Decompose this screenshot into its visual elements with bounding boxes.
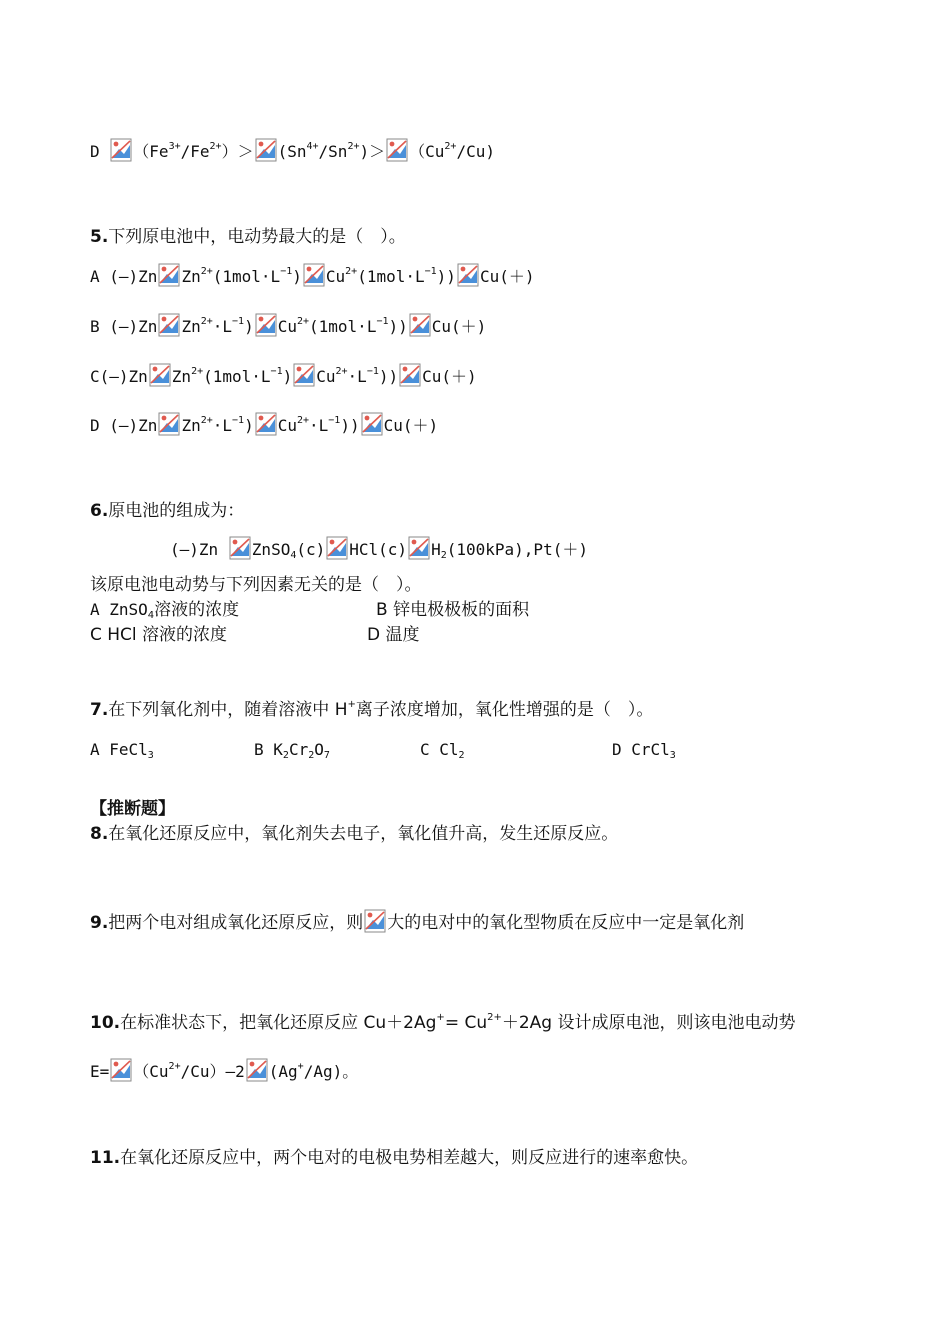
q6-question: 该原电池电动势与下列因素无关的是（ ）。	[90, 575, 422, 595]
q10-line2: E= $(Cu^{2+}/Cu)—2$ (Ag+/Ag)。	[90, 1058, 358, 1084]
broken-image-icon	[408, 536, 430, 560]
q7-option-b: B $K_2Cr_2O_7$	[254, 740, 330, 761]
q6-option-c: C HCl 溶液的浓度	[90, 625, 228, 645]
q5-option-d: D (—)Zn $Zn^{2+}\cdot L^{-1}$) $Cu^{2+}\cdot L^{-1}$)) Cu(＋)	[90, 412, 438, 438]
q5-option-c: C(—)Zn $Zn^{2+}(1mol\cdot L^{-1})$ $Cu^{2+}\cdot L^{-1}$)) Cu(＋)	[90, 363, 477, 389]
q7-stem: 7.在下列氧化剂中，随着溶液中 H+离子浓度增加，氧化性增强的是（ ）。	[90, 699, 654, 720]
section-title: 【推断题】	[90, 799, 175, 819]
q6-option-d: D 温度	[367, 625, 420, 645]
broken-image-icon	[293, 363, 315, 387]
broken-image-icon	[409, 313, 431, 337]
broken-image-icon	[110, 1058, 132, 1082]
broken-image-icon	[457, 263, 479, 287]
broken-image-icon	[229, 536, 251, 560]
q5-option-b: B (—)Zn $Zn^{2+}\cdot L^{-1}$) $Cu^{2+}(1mol\cdot L^{-1})$) Cu(＋)	[90, 313, 486, 339]
broken-image-icon	[246, 1058, 268, 1082]
q5-option-a: A (—)Zn $Zn^{2+}(1mol\cdot L^{-1})$ $Cu^{2+}(1mol\cdot L^{-1})$) Cu(＋)	[90, 263, 534, 289]
q7-option-a: A FeCl$_3$	[90, 740, 154, 761]
broken-image-icon	[326, 536, 348, 560]
q7-option-d: D CrCl$_3$	[612, 740, 676, 761]
broken-image-icon	[158, 263, 180, 287]
broken-image-icon	[149, 363, 171, 387]
broken-image-icon	[303, 263, 325, 287]
broken-image-icon	[255, 412, 277, 436]
q9: 9.把两个电对组成氧化还原反应，则 大的电对中的氧化型物质在反应中一定是氧化剂	[90, 909, 744, 935]
broken-image-icon	[255, 313, 277, 337]
broken-image-icon	[364, 909, 386, 933]
q5-stem: 5.下列原电池中，电动势最大的是（ ）。	[90, 227, 406, 247]
broken-image-icon	[110, 138, 132, 162]
broken-image-icon	[158, 412, 180, 436]
broken-image-icon	[386, 138, 408, 162]
q8: 8.在氧化还原反应中，氧化剂失去电子，氧化值升高，发生还原反应。	[90, 824, 619, 844]
q11: 11.在氧化还原反应中，两个电对的电极电势相差越大，则反应进行的速率愈快。	[90, 1148, 699, 1168]
q7-option-c: C $Cl_2$	[420, 740, 465, 761]
q10-line1: 10.在标准状态下，把氧化还原反应 $Cu+2Ag^+= Cu^{2+}+2Ag$ 设计成原电池，则该电池电动势	[90, 1012, 796, 1033]
q6-option-a: A ZnSO$_4$溶液的浓度	[90, 600, 240, 621]
q6-stem: 6.原电池的组成为：	[90, 501, 245, 521]
broken-image-icon	[399, 363, 421, 387]
q4-option-d: D $(Fe^{3+}/Fe^{2+})>$ $(Sn^{4+}/Sn^{2+})>$ $(Cu^{2+}/Cu)$	[90, 138, 495, 164]
q6-cell-notation: (—)Zn ZnSO$_4$(c) HCl(c) $H_2(100kPa),Pt(+)$	[170, 536, 588, 562]
broken-image-icon	[361, 412, 383, 436]
q6-option-b: B 锌电极极板的面积	[376, 600, 530, 620]
broken-image-icon	[158, 313, 180, 337]
broken-image-icon	[255, 138, 277, 162]
